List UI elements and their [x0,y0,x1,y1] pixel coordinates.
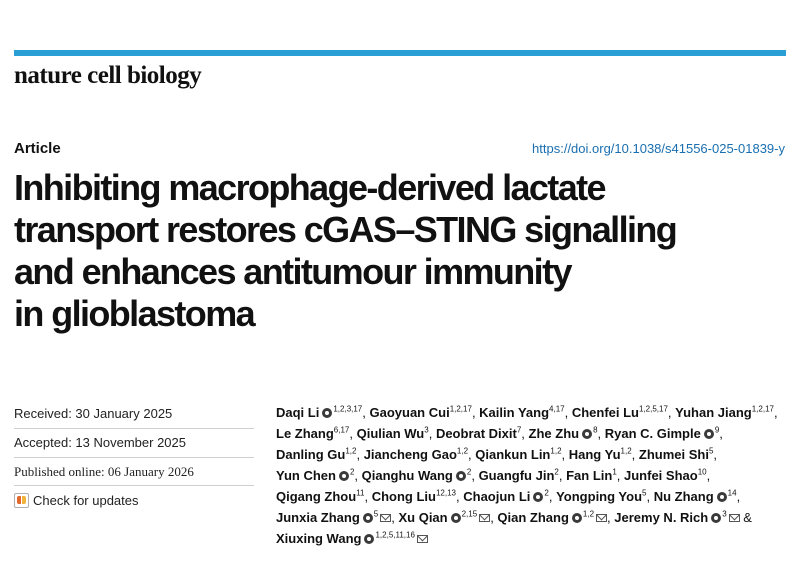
author[interactable] [614,510,739,525]
author[interactable] [572,405,668,420]
author-name: Chenfei Lu [571,405,639,420]
author[interactable] [479,405,564,420]
author[interactable] [463,489,549,504]
author-separator: , [706,468,711,483]
orcid-icon[interactable] [322,408,332,418]
affiliation-numbers: 1,2,5,11,16 [375,530,415,540]
author-line [276,465,786,486]
author[interactable] [605,426,720,441]
check-for-updates-label: Check for updates [33,493,139,508]
affiliation-numbers: 2 [544,488,549,498]
orcid-icon[interactable] [717,492,727,502]
affiliation-numbers: 1,2,3,17 [333,404,363,414]
affiliation-numbers: 4,17 [549,404,565,414]
author-name: Danling Gu [276,447,346,462]
affiliation-numbers: 5 [373,509,379,519]
author-name: Qigang Zhou [276,489,357,504]
author-name: Junxia Zhang [276,510,360,525]
journal-header-bar [14,50,786,56]
affiliation-numbers: 8 [593,425,598,435]
journal-name: nature cell biology [14,62,202,89]
author-line [276,528,786,549]
author[interactable] [276,468,354,483]
author-separator: , [773,405,778,420]
author-separator: , [391,510,399,525]
author[interactable] [370,405,472,420]
author-name: Yongping You [556,489,643,504]
author-separator: , [548,489,557,504]
title-line: in glioblastoma [14,293,255,334]
author-separator: , [607,510,615,525]
title-line: transport restores cGAS–STING signalling [14,209,677,250]
title-line: Inhibiting macrophage-derived lactate [14,167,605,208]
author-separator: , [564,405,572,420]
author-separator: , [471,405,480,420]
author-separator: , [456,489,464,504]
author[interactable] [497,510,607,525]
published-date: Published online: 06 January 2026 [14,464,194,479]
check-for-updates-button[interactable] [14,493,139,508]
author-line [276,444,786,465]
affiliation-numbers: 2,15 [461,509,478,519]
email-icon[interactable] [729,514,740,522]
author[interactable] [276,510,391,525]
author[interactable] [556,489,646,504]
author-separator: , [558,468,567,483]
author[interactable] [566,468,617,483]
orcid-icon[interactable] [582,429,592,439]
affiliation-numbers: 5 [642,488,647,498]
affiliation-numbers: 3 [722,509,727,519]
author[interactable] [479,468,559,483]
affiliation-numbers: 7 [516,425,522,435]
author[interactable] [654,489,737,504]
author-separator: , [719,426,723,441]
author[interactable] [475,447,561,462]
author-name: Yun Chen [276,468,336,483]
email-icon[interactable] [417,535,428,543]
author[interactable] [569,447,632,462]
author-name: Xu Qian [398,510,448,525]
orcid-icon[interactable] [704,429,714,439]
author-name: Qiulian Wu [356,426,425,441]
email-icon[interactable] [479,514,490,522]
affiliation-numbers: 1,2,17 [449,404,472,414]
author-separator: , [428,426,436,441]
author-name: Daqi Li [276,405,320,420]
orcid-icon[interactable] [451,513,461,523]
affiliation-numbers: 2 [466,467,472,477]
author-separator: , [561,447,569,462]
author-name: Jeremy N. Rich [614,510,709,525]
author[interactable] [276,447,356,462]
author-name: Zhumei Shi [638,447,709,462]
author[interactable] [398,510,490,525]
author-separator: , [646,489,654,504]
author-name: Kailin Yang [479,405,550,420]
author-separator: , [616,468,624,483]
author-separator: , [521,426,529,441]
affiliation-numbers: 11 [356,488,365,498]
author-separator: , [667,405,676,420]
affiliation-numbers: 10 [697,467,707,477]
orcid-icon[interactable] [572,513,582,523]
author-name: Deobrat Dixit [435,426,517,441]
article-title [14,167,784,335]
accepted-date: Accepted: 13 November 2025 [14,435,186,450]
affiliation-numbers: 1,2 [550,446,562,456]
author-separator: , [490,510,498,525]
orcid-icon[interactable] [711,513,721,523]
author-separator: , [468,447,476,462]
author[interactable] [675,405,774,420]
affiliation-numbers: 1,2 [345,446,357,456]
author-name: Chaojun Li [463,489,531,504]
orcid-icon[interactable] [339,471,349,481]
author-separator: , [736,489,741,504]
author[interactable] [639,447,714,462]
author[interactable] [276,531,428,546]
affiliation-numbers: 1,2,5,17 [639,404,668,414]
author-name: Hang Yu [568,447,621,462]
email-icon[interactable] [596,514,607,522]
email-icon[interactable] [380,514,391,522]
affiliation-numbers: 1 [612,467,617,477]
divider [14,428,254,429]
divider [14,485,254,486]
affiliation-numbers: 5 [708,446,714,456]
author[interactable] [436,426,521,441]
author[interactable] [362,468,472,483]
author-name: Nu Zhang [653,489,714,504]
author-separator: , [364,489,372,504]
title-line: and enhances antitumour immunity [14,251,571,292]
author[interactable] [357,426,429,441]
author-name: Qian Zhang [497,510,569,525]
author-name: Zhe Zhu [528,426,580,441]
author-separator: , [349,426,357,441]
orcid-icon[interactable] [364,534,374,544]
author[interactable] [372,489,456,504]
affiliation-numbers: 1,2,17 [751,404,774,414]
author-separator: , [713,447,718,462]
author-name: Gaoyuan Cui [369,405,450,420]
author-separator: , [597,426,605,441]
affiliation-numbers: 3 [424,425,429,435]
author[interactable] [276,405,362,420]
author-name: Qianghu Wang [361,468,453,483]
affiliation-numbers: 12,13 [435,488,456,498]
author[interactable] [364,447,468,462]
author[interactable] [276,489,364,504]
author-separator: , [631,447,639,462]
affiliation-numbers: 6,17 [333,425,350,435]
author-name: Junfei Shao [624,468,698,483]
affiliation-numbers: 2 [349,467,355,477]
orcid-icon[interactable] [363,513,373,523]
affiliation-numbers: 1,2 [582,509,595,519]
author-name: Chong Liu [371,489,436,504]
author-line [276,486,786,507]
author-separator: , [471,468,479,483]
article-type-label: Article [14,140,61,157]
author-name: Le Zhang [276,426,334,441]
author-line [276,507,786,528]
affiliation-numbers: 2 [554,467,559,477]
author-name: Fan Lin [566,468,613,483]
affiliation-numbers: 14 [727,488,737,498]
orcid-icon[interactable] [456,471,466,481]
check-for-updates-icon [14,493,29,508]
author[interactable] [276,426,349,441]
affiliation-numbers: 1,2 [456,446,469,456]
doi-link[interactable]: https://doi.org/10.1038/s41556-025-01839-y [532,141,785,156]
author-name: Qiankun Lin [475,447,551,462]
author-name: Guangfu Jin [478,468,555,483]
affiliation-numbers: 1,2 [620,446,632,456]
author[interactable] [624,468,707,483]
author-separator: , [362,405,370,420]
divider [14,457,254,458]
author-separator: , [356,447,364,462]
affiliation-numbers: 9 [714,425,720,435]
author[interactable] [529,426,598,441]
author-name: Ryan C. Gimple [604,426,701,441]
author-line [276,423,786,444]
author-name: Yuhan Jiang [675,405,752,420]
received-date: Received: 30 January 2025 [14,406,173,421]
author-name: Xiuxing Wang [276,531,362,546]
author-name: Jiancheng Gao [363,447,457,462]
author-list [276,402,786,549]
author-separator: , [354,468,362,483]
author-line [276,402,786,423]
author-separator-and: & [739,510,752,525]
orcid-icon[interactable] [533,492,543,502]
